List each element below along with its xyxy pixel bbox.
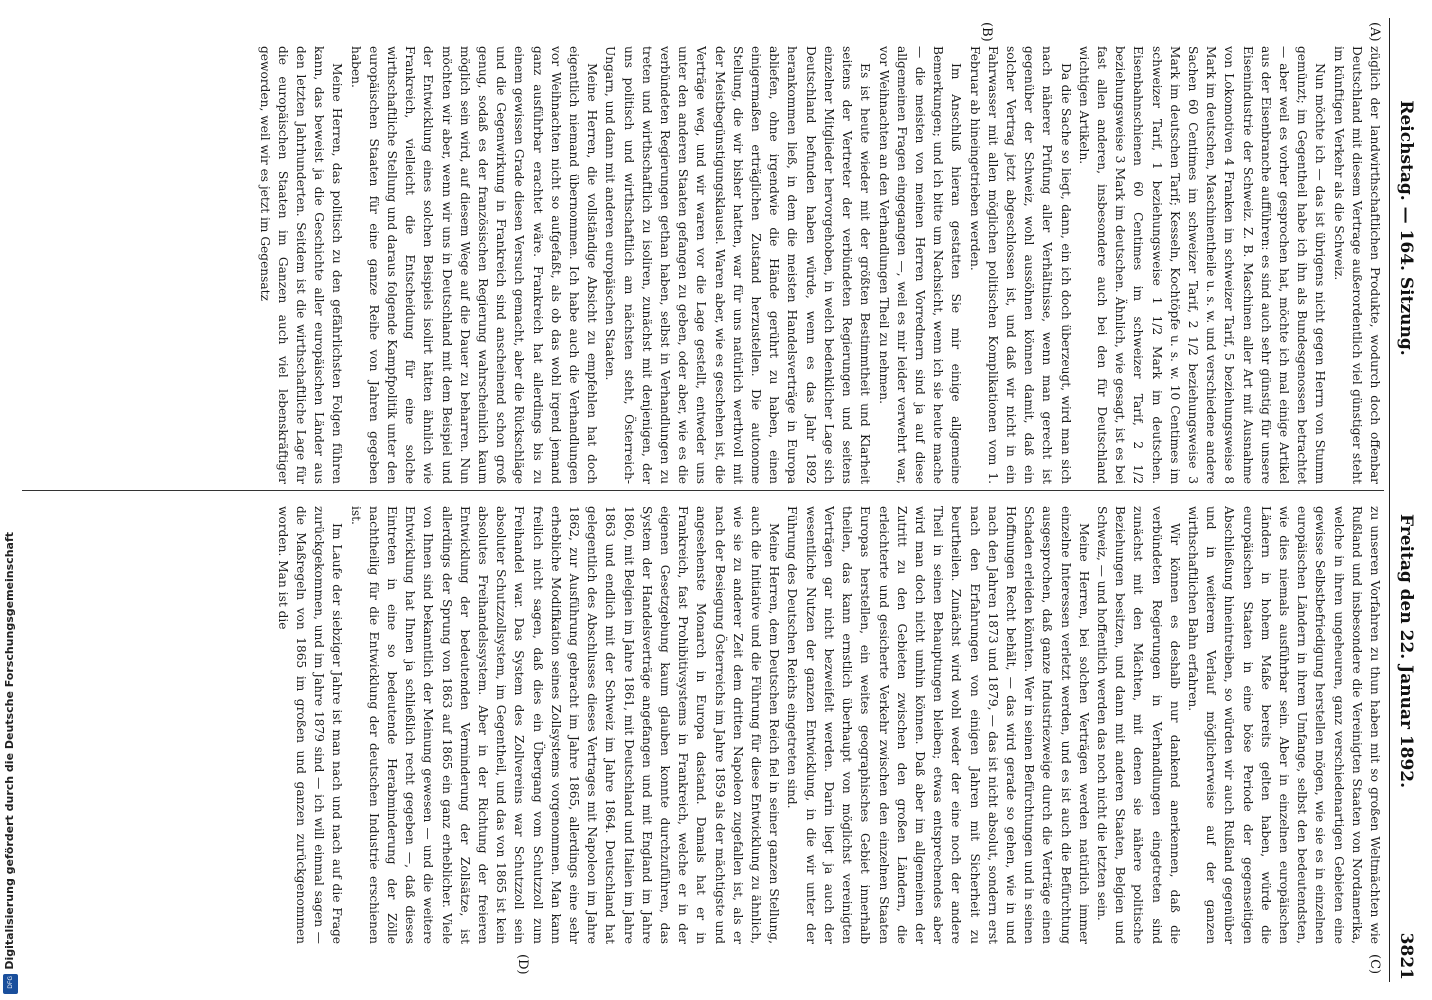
column-divider xyxy=(22,490,1384,491)
left-column xyxy=(22,46,1384,484)
margin-marker-d: (D) xyxy=(515,954,530,975)
paragraph: Meine Herren, das politisch zu den gefährlichsten Folgen führen kann, das beweist ja die Geschichte aller europäischen Länder aus den letzten Jahrhunderten. Seitdem ist die wirthschaftliche Lage für die europäischen Staaten im Ganzen auch viel lebenskräftiger geworden, weil wir es jetzt im Gegensatz xyxy=(257,46,345,484)
paragraph: Im Anschluß hieran gestatten Sie mir einige allgemeine Bemerkungen; und ich bitte um Nachsicht, wenn ich sie heute mache — die meisten von meinen Herren Vorrednern sind ja auf diese allgemeinen Fragen eingegangen —, weil es mir leider verwehrt war, vor Weihnachten an den Verhandlungen Theil zu nehmen. xyxy=(876,46,964,484)
header-date: Freitag den 22. Januar 1892. xyxy=(1396,514,1416,789)
margin-marker-a: (A) xyxy=(1367,22,1382,42)
margin-marker-c: (C) xyxy=(1367,954,1382,975)
paragraph: Meine Herren, dem Deutschen Reich fiel in seiner ganzen Stellung, auch die Initiative und die Führung für diese Entwicklung zu ähnlich, wie sie zu anderer Zeit dem dritten Napoleon zugefallen ist, als er nach der Besiegung Österreichs im Jahre 1859 als der mächtigste und angesehenste Monarch in Europa dastand. Damals hat er in Frankreich, fast Prohibitivsystems in Frankreich, welche er in der eigenen Gesetzgebung kaum glauben konnte durchzuführen, das System der Handelsverträge angefangen und mit England im Jahre 1860, mit Belgien im Jahre 1861, mit Deutschland und Italien im Jahre 1863 und endlich mit der Schweiz im Jahre 1864. Deutschland hat gelegentlich des Abschlusses dieses Vertrages mit Napoleon im Jahre 1862, zur Ausführung gebracht im Jahre 1865, allerdings eine sehr erhebliche Modifikation seines Zollsystems vorgenommen. Man kann freilich nicht sagen, daß dies ein Übergang vom Schutzzoll zum Freihandel war. Das System des Zollvereins war Schutzzoll sein absoluter Schutzzollsystem, im Gegentheil, und das von 1865 ist kein absolutes Freihandelssystem. Aber in der Richtung der freieren Entwicklung der bedeutenden Verminderung der Zollsätze, ist allerdings der Sprung von 1863 auf 1865 ein ganz erheblicher. Viele von Ihnen sind bekanntlich der Meinung gewesen — und die weitere Entwicklung hat Ihnen ja schließlich recht gegeben —, daß dieses Eintreten in eine so bedeutende Herabminderung der Zölle nachtheilig für die Entwicklung der deutschen Industrie erschienen ist. xyxy=(348,506,782,944)
header-session: Reichstag. — 164. Sitzung. xyxy=(1396,100,1416,356)
right-column xyxy=(22,506,1384,944)
paragraph: Im Laufe der siebziger Jahre ist man nach und nach auf die Frage zurückgekommen, und im Jahre 1879 sind — ich will einmal sagen — die Maßregeln von 1865 im großen und ganzen zurückgenommen worden. Man ist die xyxy=(275,506,345,944)
dfg-logo-icon xyxy=(3,974,18,994)
paragraph: Wir können es deshalb nur dankend anerkennen, daß die verbündeten Regierungen in Verhandlungen eingetreten sind zunächst mit den Mächten, mit denen sie nähere politische Beziehungen besitzen, und dann mit anderen Staaten, Belgien und Schweiz, — und hoffentlich werden das noch nicht die letzten sein. xyxy=(1094,506,1182,944)
paragraph: Es ist heute wieder mit der größten Bestimmtheit und Klarheit seitens der Vertreter der verbündeten Regierungen und seitens einzelner Mitglieder hervorgehoben, in welch bedenklicher Lage sich Deutschland befunden haben würde, wenn es das Jahr 1892 herankommen ließ, in dem die meisten Handelsverträge in Europa abliefen, ohne irgendwie die Hände gerührt zu haben, einen einigermaßen erträglichen Zustand herzustellen. Die autonome Stellung, die wir bisher hatten, war für uns natürlich werthvoll mit der Meistbegünstigungsklausel. Waren aber, wie es geschehen ist, die Verträge weg, und wir waren vor die Lage gestellt, entweder uns unter den anderen Staaten gefangen zu geben, oder aber, wie es die verbündeten Regierungen gethan haben, selbst in Verhandlungen zu treten und wirthschaftlich zu isoliren, zunächst mit denjenigen, der uns politisch und wirthschaftlich am nächsten steht, Österreich-Ungarn, und dann mit anderen europäischen Staaten. xyxy=(603,46,873,484)
margin-marker-b: (B) xyxy=(979,22,994,42)
digitization-sidebar xyxy=(0,0,22,1000)
dfg-logo-text: DFG xyxy=(7,976,14,989)
page-header xyxy=(1389,18,1418,982)
paragraph: züglich der landwirthschaftlichen Produkte, wodurch doch offenbar Deutschland mit diesem Vertrage außerordentlich viel günstiger steht im künftigen Verkehr als die Schweiz. xyxy=(1331,46,1382,484)
digitization-credit: Digitalisierung gefördert durch die Deutsche Forschungsgemeinschaft xyxy=(3,532,16,970)
paragraph: Meine Herren, die vollständige Absicht zu empfehlen hat doch eigentlich niemand übernommen. Ich habe auch die Verhandlungen vor Weihnachten nicht so aufgefaßt, als ob das wohl irgend jemand ganz ausführbar erachtet wäre. Frankreich hat allerdings bis zu einem gewissen Grade diesen Versuch gemacht, aber die Rückschläge und die Gegenwirkung in Frankreich sind anscheinend schon groß genug, sodaß es der französischen Regierung wahrscheinlich kaum möglich sein wird, auf diesem Wege auf die Dauer zu beharren. Nun möchten wir aber, wenn wir uns in Deutschland mit dem Beispiel und der Entwicklung eines solchen Beispiels isolirt hätten ähnlich wie Frankreich, vielleicht die Entscheidung für eine solche wirthschaftliche Stellung und daraus folgende Kampfpolitik unter den europäischen Staaten für eine ganze Reihe von Jahren gegeben haben. xyxy=(348,46,600,484)
paragraph: Nun möchte ich — das ist übrigens nicht gegen Herrn von Stumm gemünzt; im Gegentheil habe ich ihn als Bundesgenossen betrachtet — aber weil es vorher gesprochen hat, möchte ich mal einige Artikel aus der Eisenbranche aufführen: es sind auch sehr günstig für unsere Eisenindustrie der Schweiz. Z. B. Maschinen aller Art mit Ausnahme von Lokomotiven 4 Franken im schweizer Tarif, 5 beziehungsweise 8 Mark im deutschen, Maschinentheile u. s. w. und verschiedene andere Sachen 60 Centimes im schweizer Tarif, 2 1/2 beziehungsweise 3 Mark im deutschen Tarif; Kesseln, Kochtöpfe u. s. w. 10 Centimes im schweizer Tarif, 1 beziehungsweise 1 1/2 Mark im deutschen. Eisenbahnschienen 60 Centimes im schweizer Tarif, 2 1/2 beziehungsweise 3 Mark im deutschen. Ähnlich, wie gesagt, ist es bei fast allen anderen, insbesondere auch bei den für Deutschland wichtigen Artikeln. xyxy=(1076,46,1328,484)
paragraph: Meine Herren, bei solchen Verträgen werden natürlich immer einzelne Interessen verletzt werden, und es ist auch die Befürchtung ausgesprochen, daß ganze Industriezweige durch die Verträge einen Schaden erleiden könnten. Wer in seinen Befürchtungen und in seinen Hoffnungen Recht behält, — das wird gerade so gehen, wie in und nach den Jahren 1873 und 1879, — das ist nicht absolut, sondern erst nach den Erfahrungen von einigen Jahren mit Sicherheit zu beurtheilen. Zunächst wird wohl weder der eine noch der andere Theil in seinen Behauptungen bleiben; etwas entsprechendes aber wird man doch nicht umhin können. Daß aber im allgemeinen der Zutritt zu den Gebieten zwischen den großen Ländern, die erleichterte und gesicherte Verkehr zwischen den einzelnen Staaten Europas herstellen, ein weites geographisches Gebiet innerhalb theilen, das kann ernstlich überhaupt von möglichst vereinigten Verträgen gar nicht bezweifelt werden. Darin liegt ja auch der wesentliche Nutzen der ganzen Entwicklung, in die wir unter der Führung des Deutschen Reichs eingetreten sind. xyxy=(785,506,1091,944)
paragraph: Da die Sache so liegt, dann, ein ich doch überzeugt, wird man sich nach näherer Prüfung aller Verhältnisse, wenn man gerecht ist gegenüber der Schweiz, wohl aussöhnen können damit, daß ein solcher Vertrag jetzt abgeschlossen ist, und daß wir nicht in ein Fahrwasser mit allen möglichen politischen Komplikationen vom 1. Februar ab hineingetrieben werden. xyxy=(967,46,1073,484)
paragraph: zu unseren Vorfahren zu thun haben mit so großen Weltmächten wie Rußland und insbesondere die Vereinigten Staaten von Nordamerika, welche in ihren ungeheuren, ganz verschiedenartigen Gebieten eine gewisse Selbstbefriedigung herstellen mögen, wie sie es in einzelnen europäischen Ländern in ihrem Umfange, selbst den bedeutendsten, wie dies niemals ausführbar sein. Aber in einzelnen europäischen Ländern in hohem Maße bereits gelten haben, würde die europäischen Staaten in eine böse Periode der gegenseitigen Abschließung hineintreiben, so würden wir auch Rußland gegenüber und in weiterem Verlauf möglicherweise auf der ganzen wirthschaftlichen Bahn erfahren. xyxy=(1185,506,1382,944)
page-number: 3821 xyxy=(1396,932,1416,980)
